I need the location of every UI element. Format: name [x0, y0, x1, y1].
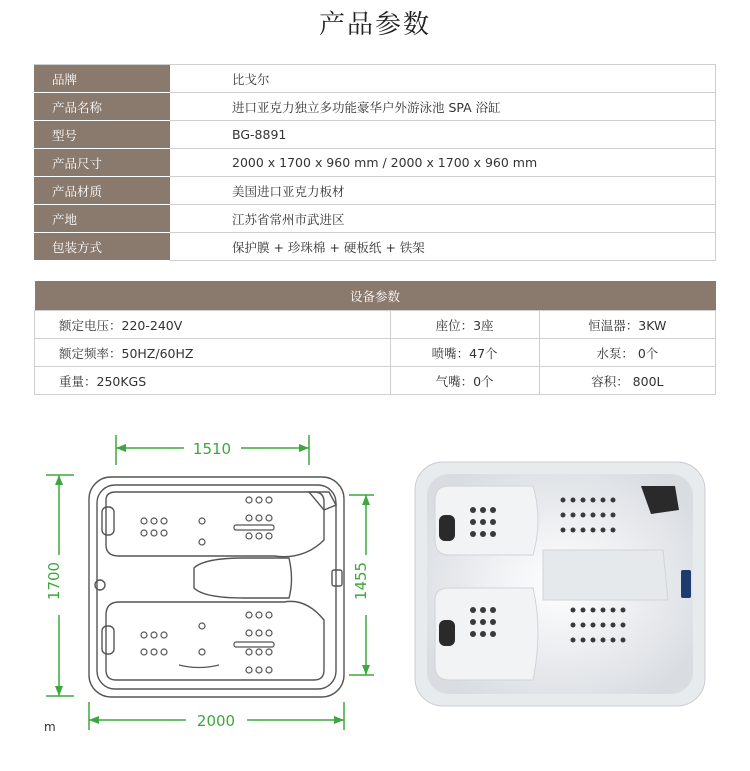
equipment-cell: 水泵： 0个 — [539, 339, 715, 367]
equipment-row — [35, 339, 716, 367]
equipment-row — [35, 311, 716, 339]
spec-value: 美国进口亚克力板材 — [170, 177, 716, 205]
spec-value: 2000 x 1700 x 960 mm / 2000 x 1700 x 960 mm — [170, 149, 716, 177]
equipment-cell: 重量：250KGS — [35, 367, 391, 395]
spec-row — [34, 177, 716, 205]
dimension-label-1455: 1455 — [352, 561, 370, 601]
equipment-cell: 气嘴：0个 — [390, 367, 539, 395]
dimension-label-1700: 1700 — [45, 561, 63, 601]
spec-row — [34, 205, 716, 233]
equipment-row — [35, 367, 716, 395]
spec-key: 品牌 — [34, 65, 170, 93]
spec-row — [34, 65, 716, 93]
spa-technical-drawing — [44, 430, 374, 740]
spec-row — [34, 149, 716, 177]
page-title: 产品参数 — [318, 10, 431, 40]
equipment-cell: 座位：3座 — [390, 311, 539, 339]
equipment-header: 设备参数 — [35, 281, 716, 311]
equipment-cell: 喷嘴：47个 — [390, 339, 539, 367]
dimension-label-1510: 1510 — [192, 440, 232, 458]
equipment-cell: 恒温器：3KW — [539, 311, 715, 339]
spec-value: BG-8891 — [170, 121, 716, 149]
spec-value: 进口亚克力独立多功能豪华户外游泳池 SPA 浴缸 — [170, 93, 716, 121]
spa-product-photo — [413, 460, 708, 710]
spec-value: 江苏省常州市武进区 — [170, 205, 716, 233]
equipment-cell: 额定电压：220-240V — [35, 311, 391, 339]
spec-row — [34, 233, 716, 261]
product-spec-table — [34, 64, 716, 261]
spec-key: 产品尺寸 — [34, 149, 170, 177]
equipment-table — [34, 281, 716, 395]
corner-mark: m — [44, 720, 56, 734]
jet-pattern — [141, 497, 274, 673]
spec-value: 比戈尔 — [170, 65, 716, 93]
equipment-cell: 容积： 800L — [539, 367, 715, 395]
spec-value: 保护膜 + 珍珠棉 + 硬板纸 + 铁架 — [170, 233, 716, 261]
spec-key: 型号 — [34, 121, 170, 149]
equipment-cell: 额定频率：50HZ/60HZ — [35, 339, 391, 367]
spec-key: 包装方式 — [34, 233, 170, 261]
spec-key: 产品名称 — [34, 93, 170, 121]
dimension-label-2000: 2000 — [196, 712, 236, 730]
spec-key: 产地 — [34, 205, 170, 233]
spec-row — [34, 121, 716, 149]
tub-outline — [89, 477, 344, 697]
spec-row — [34, 93, 716, 121]
spec-key: 产品材质 — [34, 177, 170, 205]
